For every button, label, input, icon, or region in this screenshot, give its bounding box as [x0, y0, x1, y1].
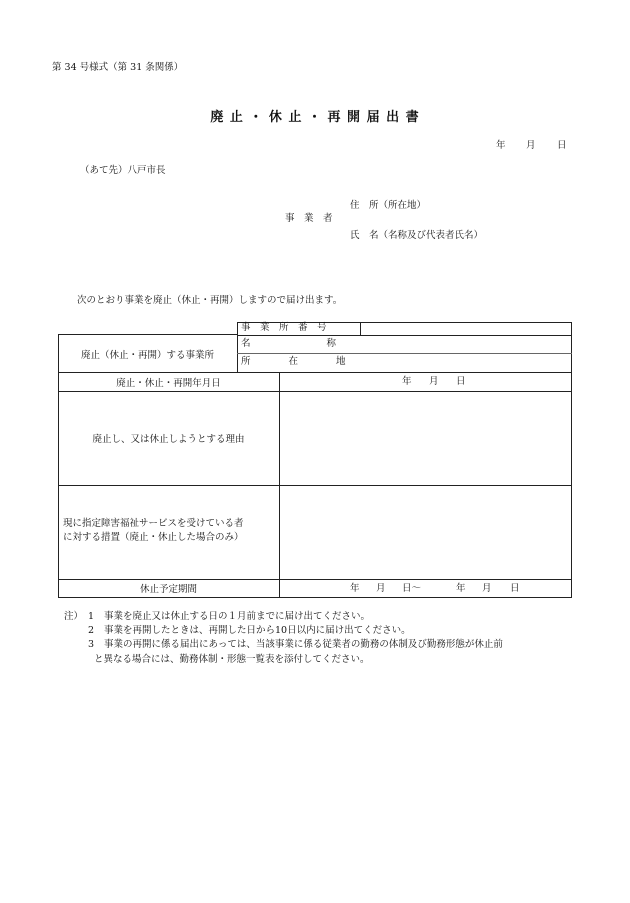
note-continuation: と異なる場合には、勤務体制・形態一覧表を添付してください。 — [94, 654, 370, 665]
date-row-label-text: 廃止・休止・再開年月日 — [116, 377, 221, 389]
table-divider — [237, 353, 572, 354]
date-year-label: 年 — [496, 140, 506, 151]
office-label-text: 廃止（休止・再開）する事業所 — [80, 349, 214, 361]
note-number: 1 — [88, 611, 95, 622]
measures-label-line1: 現に指定障害福祉サービスを受けている者 — [63, 518, 244, 529]
intro-text: 次のとおり事業を廃止（休止・再開）しますので届け出ます。 — [77, 295, 343, 306]
period-to-month: 月 — [482, 583, 492, 594]
note-text: 事業を廃止又は休止する日の１月前までに届け出てください。 — [104, 611, 371, 622]
date-row-year: 年 — [402, 376, 412, 387]
note-text: 事業の再開に係る届出にあっては、当該事業に係る従業者の勤務の体制及び勤務形態が休止前 — [104, 639, 503, 650]
period-from-day: 日～ — [402, 583, 422, 594]
applicant-address-label: 住 所（所在地） — [350, 200, 427, 211]
table-border — [571, 322, 572, 598]
reason-label — [58, 391, 279, 485]
applicant-name-label: 氏 名（名称及び代表者氏名） — [350, 230, 484, 241]
period-from-month: 月 — [376, 583, 386, 594]
table-border — [237, 322, 238, 372]
date-month-label: 月 — [526, 140, 536, 151]
addressee: （あて先）八戸市長 — [80, 165, 166, 176]
office-number-field[interactable] — [361, 323, 571, 335]
table-border — [58, 597, 572, 598]
note-number: 3 — [88, 639, 95, 650]
period-row-label-text: 休止予定期間 — [139, 584, 197, 595]
office-number-label: 事 業 所 番 号 — [241, 322, 327, 333]
period-to-day: 日 — [510, 583, 520, 594]
note-text: 事業を再開したときは、再開した日から10日以内に届け出てください。 — [104, 625, 411, 636]
office-address-label: 所 在 地 — [241, 356, 346, 367]
office-name-label: 名 称 — [241, 338, 337, 349]
reason-label-text: 廃止し、又は休止しようとする理由 — [92, 434, 245, 445]
reason-field[interactable] — [281, 392, 570, 484]
table-divider — [237, 335, 572, 336]
date-row-day: 日 — [456, 376, 466, 387]
measures-field[interactable] — [281, 486, 570, 578]
date-row-month: 月 — [429, 376, 439, 387]
office-label — [58, 335, 237, 372]
applicant-label: 事 業 者 — [285, 213, 333, 224]
period-row-label — [58, 579, 279, 597]
note-number: 2 — [88, 625, 95, 636]
period-from-year: 年 — [350, 583, 360, 594]
date-row-label — [58, 372, 279, 391]
document-title: 廃 止 ・ 休 止 ・ 再 開 届 出 書 — [210, 110, 420, 125]
notes-prefix: 注） — [64, 611, 84, 622]
form-number: 第 34 号様式（第 31 条関係） — [52, 62, 184, 73]
date-day-label: 日 — [557, 140, 567, 151]
measures-label-line2: に対する措置（廃止・休止した場合のみ） — [63, 532, 244, 543]
period-to-year: 年 — [456, 583, 466, 594]
